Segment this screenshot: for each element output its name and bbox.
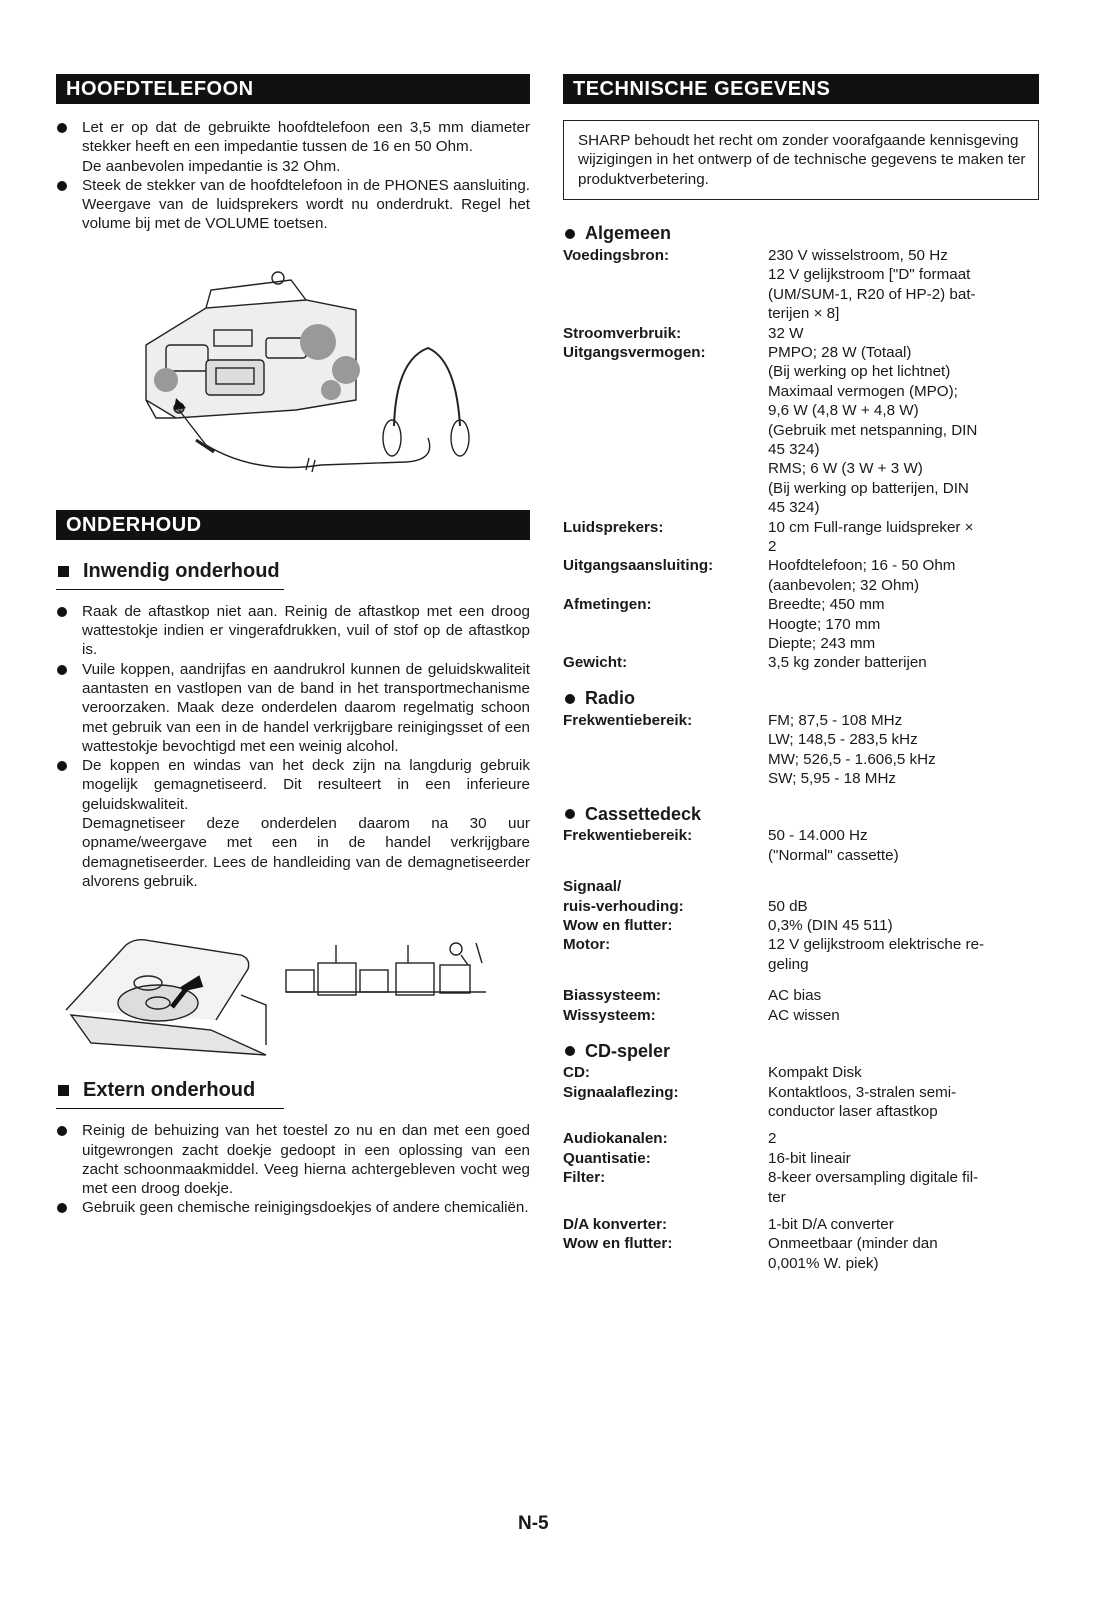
subheading-inwendig — [56, 560, 284, 590]
spec-value — [768, 711, 1026, 789]
spec-value-line: geling — [768, 955, 809, 973]
spec-row — [563, 826, 1039, 865]
bullet-item — [56, 1198, 530, 1217]
spec-row — [563, 1149, 1039, 1168]
spec-row — [563, 986, 1039, 1005]
spec-row — [563, 1234, 1039, 1273]
spec-value-line: MW; 526,5 - 1.606,5 kHz — [768, 750, 936, 768]
spec-group-heading — [563, 802, 1039, 826]
spec-value-line: conductor laser aftastkop — [768, 1102, 938, 1120]
bullet-item — [56, 176, 530, 234]
spec-group — [563, 687, 1039, 789]
spec-value — [768, 1234, 1026, 1273]
bullet-item — [56, 660, 530, 756]
spec-group-heading — [563, 687, 1039, 711]
spec-value-line: 50 dB — [768, 897, 808, 915]
spec-value-line — [768, 877, 1026, 896]
spec-value-line: Hoogte; 170 mm — [768, 615, 881, 633]
spec-label: Frekwentiebereik: — [563, 711, 693, 729]
spec-group — [563, 802, 1039, 1025]
bullet-dot-icon — [565, 694, 575, 704]
section-banner-hoofdtelefoon: HOOFDTELEFOON — [56, 74, 530, 104]
spec-value-line: 50 - 14.000 Hz — [768, 827, 868, 845]
spec-value — [768, 653, 1026, 672]
spec-row — [563, 324, 1039, 343]
spec-value-line: ter — [768, 1188, 786, 1206]
spec-label: Signaal/ ruis-verhouding: — [563, 878, 684, 915]
bullet-paragraph: Reinig de behuizing van het toestel zo nu en dan met een goed uitgewrongen zacht doekje gedoopt in een oplossing van een zacht schoonmaakmiddel. Veeg hierna achtergebleven vocht weg met een droog doekje. — [82, 1122, 530, 1198]
bullet-paragraph: De aanbevolen impedantie is 32 Ohm. — [82, 157, 341, 175]
boombox-with-headphones-figure — [56, 250, 530, 498]
spec-label: Frekwentiebereik: — [563, 827, 693, 845]
cd-and-tapehead-figure — [56, 915, 530, 1065]
bullet-dot-icon — [57, 1203, 67, 1213]
spec-value-line: 32 W — [768, 324, 804, 342]
bullet-paragraph: Steek de stekker van de hoofdtelefoon in de PHONES aansluiting. Weergave van de luidsprekers wordt nu onderdrukt. Regel het volume bij met de VOLUME toetsen. — [82, 176, 530, 233]
spec-label: D/A konverter: — [563, 1215, 668, 1233]
bullet-dot-icon — [565, 229, 575, 239]
spec-value — [768, 1149, 1026, 1168]
spec-value-line: (aanbevolen; 32 Ohm) — [768, 576, 920, 594]
spec-row — [563, 595, 1039, 653]
spec-value-line: 12 V gelijkstroom ["D" formaat — [768, 266, 971, 284]
spec-value-line: Kompakt Disk — [768, 1064, 862, 1082]
spec-value-line: Hoofdtelefoon; 16 - 50 Ohm — [768, 557, 956, 575]
spec-value-line: 12 V gelijkstroom elektrische re- — [768, 936, 985, 954]
spec-label: Uitgangsvermogen: — [563, 343, 706, 361]
section-banner-technische-gegevens: TECHNISCHE GEGEVENS — [563, 74, 1039, 104]
page-number: N-5 — [518, 1513, 549, 1534]
spec-value-line: (Bij werking op het lichtnet) — [768, 363, 951, 381]
spec-value-line: 0,3% (DIN 45 511) — [768, 917, 893, 935]
subheading-extern — [56, 1079, 284, 1109]
spec-value-line: Kontaktloos, 3-stralen semi- — [768, 1083, 957, 1101]
bullet-paragraph: Let er op dat de gebruikte hoofdtelefoon een 3,5 mm diameter stekker heeft en een impedantie tussen de 16 en 50 Ohm. — [82, 119, 530, 156]
right-column — [563, 74, 1039, 1273]
spec-value-line: 2 — [768, 537, 777, 555]
bullet-dot-icon — [57, 181, 67, 191]
spec-label: Afmetingen: — [563, 596, 652, 614]
notice-box: SHARP behoudt het recht om zonder voorafgaande kennisgeving wijzigingen in het ontwerp of de technische gegevens te maken ter produktverbetering. — [563, 120, 1039, 200]
spec-value-line: SW; 5,95 - 18 MHz — [768, 770, 897, 788]
spec-group-heading — [563, 222, 1039, 246]
bullet-dot-icon — [57, 123, 67, 133]
spec-value-line: LW; 148,5 - 283,5 kHz — [768, 731, 918, 749]
spec-row — [563, 935, 1039, 974]
bullet-dot-icon — [57, 761, 67, 771]
bullet-paragraph: Gebruik geen chemische reinigingsdoekjes of andere chemicaliën. — [82, 1199, 529, 1217]
spec-row — [563, 1215, 1039, 1234]
spec-value — [768, 1006, 1026, 1025]
spec-value — [768, 1129, 1026, 1148]
spec-value-line: AC bias — [768, 987, 822, 1005]
spec-row — [563, 1006, 1039, 1025]
spec-group-title: Radio — [585, 688, 636, 709]
bullet-dot-icon — [57, 1126, 67, 1136]
spec-value-line: terijen × 8] — [768, 305, 840, 323]
subheading-extern-text: Extern onderhoud — [83, 1079, 256, 1102]
spec-group-title: Cassettedeck — [585, 803, 702, 824]
bullet-item — [56, 602, 530, 660]
spec-value-line: AC wissen — [768, 1006, 840, 1024]
extern-list — [56, 1121, 530, 1217]
spec-row — [563, 1168, 1039, 1207]
spec-group — [563, 222, 1039, 673]
spec-value-line: (Bij werking op batterijen, DIN — [768, 479, 969, 497]
spec-value-line: 9,6 W (4,8 W + 4,8 W) — [768, 402, 919, 420]
spec-value-line: 45 324) — [768, 440, 820, 458]
subheading-inwendig-text: Inwendig onderhoud — [83, 559, 280, 582]
spec-value-line: ("Normal" cassette) — [768, 846, 899, 864]
left-column — [56, 74, 530, 1218]
section-banner-onderhoud: ONDERHOUD — [56, 510, 530, 540]
spec-group-title: CD-speler — [585, 1040, 671, 1061]
spec-value — [768, 518, 1026, 557]
bullet-dot-icon — [565, 809, 575, 819]
spec-label: Motor: — [563, 936, 611, 954]
spec-value-line: 1-bit D/A converter — [768, 1215, 894, 1233]
bullet-dot-icon — [57, 607, 67, 617]
spec-value — [768, 1063, 1026, 1082]
spec-group-title: Algemeen — [585, 223, 672, 244]
spec-value-line: 3,5 kg zonder batterijen — [768, 654, 927, 672]
spec-value-line: 10 cm Full-range luidspreker × — [768, 518, 974, 536]
spec-row — [563, 518, 1039, 557]
spec-value-line: 8-keer oversampling digitale fil- — [768, 1169, 979, 1187]
bullet-paragraph: Demagnetiseer deze onderdelen daarom na 30 uur opname/weergave met een in de handel verkrijgbare demagnetiseerder. Lees de handleiding van de demagnetiseerder alvorens gebruik. — [82, 815, 530, 890]
spec-value — [768, 1168, 1026, 1207]
spec-value-line: PMPO; 28 W (Totaal) — [768, 343, 912, 361]
spec-label: Quantisatie: — [563, 1149, 651, 1167]
bullet-dot-icon — [57, 665, 67, 675]
spec-label: Biassysteem: — [563, 987, 661, 1005]
bullet-paragraph: Raak de aftastkop niet aan. Reinig de aftastkop met een droog wattestokje indien er vingerafdrukken, vuil of stof op de aftastkop is. — [82, 602, 530, 659]
spec-row — [563, 1063, 1039, 1082]
square-bullet-icon — [58, 566, 69, 577]
spec-group-heading — [563, 1039, 1039, 1063]
spec-row — [563, 343, 1039, 518]
spec-row — [563, 877, 1039, 916]
spec-value — [768, 324, 1026, 343]
spec-value-line: (UM/SUM-1, R20 of HP-2) bat- — [768, 285, 976, 303]
spec-label: Luidsprekers: — [563, 518, 664, 536]
spec-label: Gewicht: — [563, 654, 628, 672]
bullet-paragraph: Vuile koppen, aandrijfas en aandrukrol kunnen de geluidskwaliteit aantasten en vastlopen van de band in het transportmechanisme veroorzaken. Maak deze onderdelen daarom regelmatig schoon met gebruik van een in de handel verkrijgbare reinigingsset of een wattestokje bevochtigd met een weinig alcohol. — [82, 660, 530, 755]
spec-label: Wissysteem: — [563, 1006, 656, 1024]
hoofdtelefoon-list — [56, 118, 530, 234]
spec-label: Wow en flutter: — [563, 1235, 673, 1253]
spec-value-line: 0,001% W. piek) — [768, 1254, 879, 1272]
spec-row — [563, 711, 1039, 789]
spec-label: Wow en flutter: — [563, 917, 673, 935]
spec-value-line: Maximaal vermogen (MPO); — [768, 382, 958, 400]
spec-value-line: FM; 87,5 - 108 MHz — [768, 711, 903, 729]
bullet-dot-icon — [565, 1046, 575, 1056]
spec-value-line: 45 324) — [768, 499, 820, 517]
spec-label: Uitgangsaansluiting: — [563, 557, 714, 575]
spec-value-line: RMS; 6 W (3 W + 3 W) — [768, 460, 923, 478]
spec-value — [768, 935, 1026, 974]
inwendig-list — [56, 602, 530, 891]
spec-label: Audiokanalen: — [563, 1130, 668, 1148]
spec-value-line: (Gebruik met netspanning, DIN — [768, 421, 978, 439]
spec-row — [563, 1083, 1039, 1122]
spec-label: Signaalaflezing: — [563, 1083, 679, 1101]
spec-value — [768, 246, 1026, 324]
spec-value — [768, 556, 1026, 595]
spec-row — [563, 246, 1039, 324]
spec-value-line: Breedte; 450 mm — [768, 596, 885, 614]
spec-row — [563, 556, 1039, 595]
bullet-item — [56, 118, 530, 176]
spec-row — [563, 916, 1039, 935]
bullet-item — [56, 1121, 530, 1198]
bullet-item — [56, 756, 530, 891]
bullet-paragraph: De koppen en windas van het deck zijn na langdurig gebruik mogelijk gemagnetiseerd. Dit resulteert in een inferieure geluidskwaliteit. — [82, 757, 530, 813]
spec-value — [768, 1215, 1026, 1234]
spec-row — [563, 1129, 1039, 1148]
spec-value-line: 2 — [768, 1130, 777, 1148]
specification-groups — [563, 222, 1039, 1273]
spec-value-line: 16-bit lineair — [768, 1149, 851, 1167]
spec-value-line: Onmeetbaar (minder dan — [768, 1235, 938, 1253]
spec-label: Voedingsbron: — [563, 246, 670, 264]
spec-value — [768, 877, 1026, 916]
spec-row — [563, 653, 1039, 672]
spec-value-line: 230 V wisselstroom, 50 Hz — [768, 246, 948, 264]
spec-value — [768, 343, 1026, 518]
cleaning-illustration — [56, 915, 530, 1065]
spec-value — [768, 595, 1026, 653]
spec-label: Stroomverbruik: — [563, 324, 682, 342]
spec-value — [768, 986, 1026, 1005]
spec-label: CD: — [563, 1064, 590, 1082]
headphones-illustration — [56, 250, 530, 498]
spec-group — [563, 1039, 1039, 1273]
square-bullet-icon — [58, 1085, 69, 1096]
spec-value — [768, 916, 1026, 935]
spec-value — [768, 1083, 1026, 1122]
spec-value-line: Diepte; 243 mm — [768, 635, 876, 653]
spec-label: Filter: — [563, 1169, 606, 1187]
spec-value — [768, 826, 1026, 865]
